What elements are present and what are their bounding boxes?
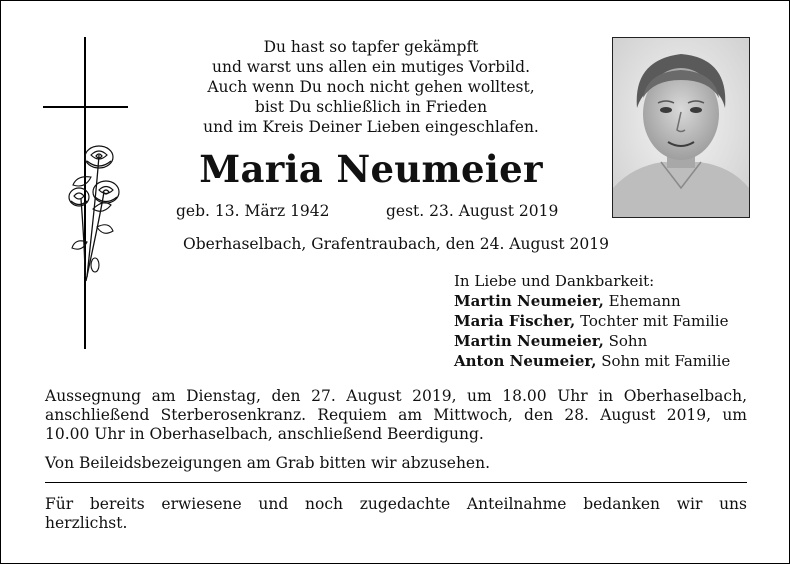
survivor-entry — [454, 351, 730, 371]
survivor-entry — [454, 291, 730, 311]
survivor-entry — [454, 311, 730, 331]
portrait-photo — [612, 37, 750, 218]
service-line: anschließend Sterberosenkranz. Requiem am Mittwoch, den 28. August 2019, um — [45, 406, 747, 424]
survivor-name: Anton Neumeier, — [454, 352, 597, 370]
poem-line: und warst uns allen ein mutiges Vorbild. — [211, 58, 530, 76]
survivor-name: Martin Neumeier, — [454, 332, 604, 350]
service-details — [45, 387, 747, 444]
poem-line: bist Du schließlich in Frieden — [254, 98, 488, 116]
poem-line: Du hast so tapfer gekämpft — [263, 38, 479, 56]
survivor-entry — [454, 331, 730, 351]
survivor-relation: Sohn — [608, 332, 648, 350]
survivors-intro: In Liebe und Dankbarkeit: — [454, 272, 655, 290]
thanks-line: herzlichst. — [45, 514, 128, 532]
cross-with-roses-icon — [41, 37, 131, 356]
no-condolences-note: Von Beileidsbezeigungen am Grab bitten wir abzusehen. — [45, 454, 491, 472]
service-line: Aussegnung am Dienstag, den 27. August 2019, um 18.00 Uhr in Oberhaselbach, — [45, 387, 747, 405]
poem — [161, 37, 581, 137]
divider — [45, 482, 747, 483]
place-and-date: Oberhaselbach, Grafentraubach, den 24. August 2019 — [183, 235, 609, 253]
poem-line: und im Kreis Deiner Lieben eingeschlafen. — [203, 118, 539, 136]
survivor-relation: Sohn mit Familie — [601, 352, 731, 370]
birth-date: geb. 13. März 1942 — [176, 202, 330, 220]
poem-line: Auch wenn Du noch nicht gehen wolltest, — [207, 78, 535, 96]
thanks-line: Für bereits erwiesene und noch zugedachte Anteilnahme bedanken wir uns — [45, 495, 747, 513]
survivor-relation: Tochter mit Familie — [580, 312, 729, 330]
survivor-name: Maria Fischer, — [454, 312, 576, 330]
thanks-note — [45, 495, 747, 533]
deceased-name: Maria Neumeier — [199, 147, 543, 191]
survivor-name: Martin Neumeier, — [454, 292, 604, 310]
survivor-relation: Ehemann — [608, 292, 681, 310]
service-line: 10.00 Uhr in Oberhaselbach, anschließend Beerdigung. — [45, 425, 484, 443]
death-date: gest. 23. August 2019 — [386, 202, 559, 220]
survivors-list — [454, 271, 730, 371]
